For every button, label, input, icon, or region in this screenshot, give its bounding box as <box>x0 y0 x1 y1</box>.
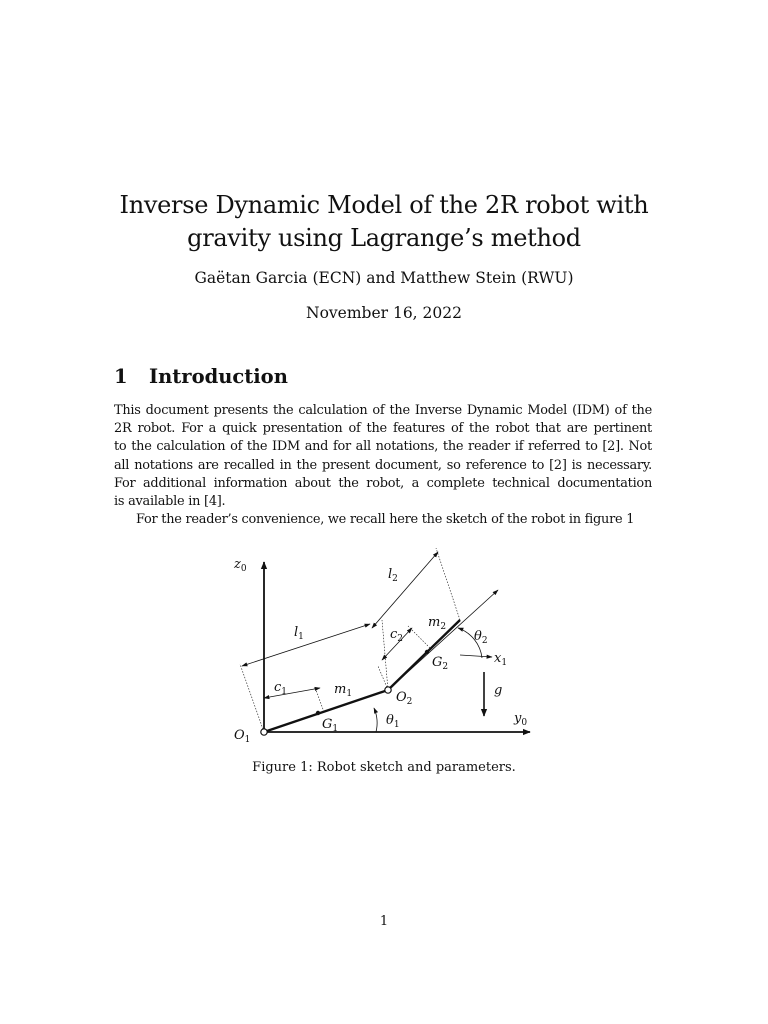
dimension-c1 <box>264 688 320 698</box>
label-g2: $G_2$ <box>432 655 449 672</box>
label-theta2: $\theta_2$ <box>474 629 488 646</box>
extension-line <box>240 664 264 732</box>
paragraph-line: to the calculation of the IDM and for all notations, the reader if referred to [2]. Not <box>114 439 652 455</box>
paragraph-line: This document presents the calculation of the Inverse Dynamic Model (IDM) of the <box>114 403 652 418</box>
label-g1: $G_1$ <box>322 717 339 734</box>
label-y0: $y_0$ <box>514 711 528 728</box>
paper-title-line-2: gravity using Lagrange’s method <box>187 224 581 252</box>
label-c2: $c_2$ <box>390 627 404 644</box>
introduction-paragraph <box>114 402 652 529</box>
section-title: Introduction <box>149 365 288 388</box>
paragraph-line: 2R robot. For a quick presentation of the features of the robot that are pertinent <box>114 421 652 437</box>
label-z0: $z_0$ <box>234 557 247 574</box>
dimension-l1 <box>242 624 370 666</box>
center-of-mass-g2 <box>425 650 429 654</box>
section-heading <box>114 364 288 390</box>
label-x1: $x_1$ <box>494 651 508 668</box>
extension-line <box>316 690 324 712</box>
link-2 <box>388 620 460 690</box>
paper-title <box>84 189 684 255</box>
label-g: g <box>494 683 503 698</box>
x1-reference-arrow <box>460 655 492 657</box>
paragraph-line: all notations are recalled in the present document, so reference to [2] is necessary. <box>114 457 652 473</box>
extension-line <box>378 666 388 690</box>
robot-sketch-figure <box>222 548 552 754</box>
paper-title-line-1: Inverse Dynamic Model of the 2R robot with <box>119 191 649 219</box>
authors: Gaëtan Garcia (ECN) and Matthew Stein (RWU) <box>194 269 574 287</box>
label-l1: $l_1$ <box>294 625 304 642</box>
label-o2: $O_2$ <box>396 690 413 707</box>
label-l2: $l_2$ <box>388 567 398 584</box>
extension-line <box>436 548 460 620</box>
center-of-mass-g1 <box>316 711 320 715</box>
robot-sketch <box>222 548 552 754</box>
label-m1: $m_1$ <box>334 682 353 699</box>
label-o1: $O_1$ <box>234 728 251 745</box>
joint-o2 <box>385 687 391 693</box>
theta1-arc <box>374 708 377 732</box>
figure-caption: Figure 1: Robot sketch and parameters. <box>252 760 516 775</box>
label-m2: $m_2$ <box>428 615 447 632</box>
page-number: 1 <box>379 914 389 929</box>
paragraph-line: For the reader’s convenience, we recall here the sketch of the robot in figure 1 <box>136 512 635 528</box>
paragraph-line: For additional information about the robot, a complete technical documentation <box>114 475 652 491</box>
section-number: 1 <box>114 365 128 388</box>
publication-date: November 16, 2022 <box>306 304 462 322</box>
label-c1: $c_1$ <box>274 680 288 697</box>
label-theta1: $\theta_1$ <box>386 713 400 730</box>
joint-o1 <box>261 729 267 735</box>
paragraph-line: is available in [4]. <box>114 494 226 510</box>
